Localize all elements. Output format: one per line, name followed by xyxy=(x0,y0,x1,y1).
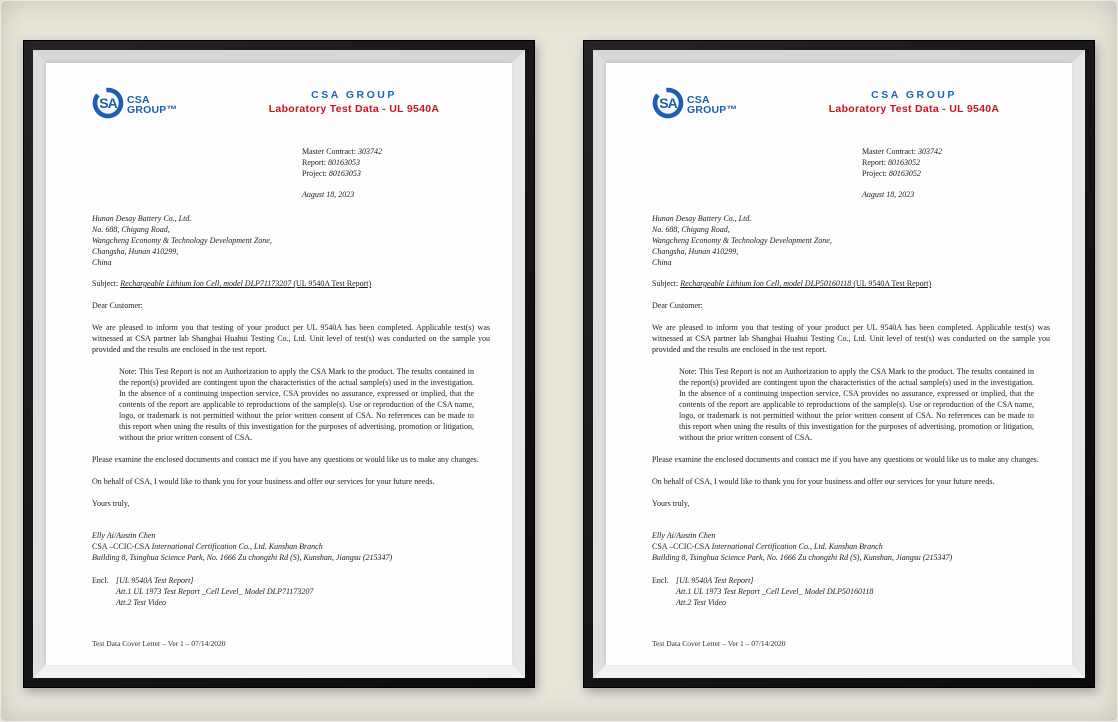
report-value: 80163052 xyxy=(888,158,920,167)
subject-label: Subject: xyxy=(92,279,119,288)
letter-header xyxy=(652,87,1050,122)
enclosure-title: [UL 9540A Test Report] xyxy=(676,576,754,585)
recipient-line: Hunan Desay Battery Co., Ltd. xyxy=(652,214,752,223)
recipient-line: China xyxy=(92,258,112,267)
project-value: 80163053 xyxy=(328,169,361,178)
recipient-address xyxy=(652,213,1050,268)
csa-logo-word-line1: CSA xyxy=(127,93,150,106)
subject-line xyxy=(92,278,490,289)
master-contract-row xyxy=(302,146,490,157)
company-name xyxy=(92,541,490,552)
report-label: Report: xyxy=(302,158,326,167)
company-name-prefix: CSA –CCIC-CSA xyxy=(652,542,712,551)
signer-name: Elly Ai/Austin Chen xyxy=(92,531,156,540)
attachment-2: Att.2 Test Video xyxy=(676,598,726,607)
signature-block xyxy=(92,530,490,563)
csa-logo-icon xyxy=(652,87,684,122)
project-value: 80163052 xyxy=(888,169,921,178)
master-contract-label: Master Contract: xyxy=(302,147,356,156)
attachment-1: Att.1 UL 1973 Test Report _Cell Level_ Model DLP50160118 xyxy=(676,587,874,596)
intro-paragraph: We are pleased to inform you that testing of your product per UL 9540A has been completed. Applicable test(s) was witnessed at CSA partner lab Shanghai Huahui Testing Co., Ltd. Unit level of test(s) was conducted on the sample you provided and the results are enclosed in the test report. xyxy=(92,323,490,354)
recipient-line: No. 688, Chigang Road, xyxy=(92,225,170,234)
letter-date: August 18, 2023 xyxy=(302,190,355,199)
letter-title-block xyxy=(778,87,1050,115)
document-footer: Test Data Cover Letter – Ver 1 – 07/14/2020 xyxy=(92,639,226,648)
note-paragraph: Note: This Test Report is not an Authorization to apply the CSA Mark to the product. The results contained in the report(s) provided are contingent upon the characteristics of the actual sample(s) used in the investigation. In the absence of a continuing inspection service, CSA provides no assurance, expressed or implied, that the contents of the report are applicable to reproductions of the sample(s). Use or reproduction of the CSA name, logo, or trademark is not permitted without the prior written consent of CSA. No references can be made to this report when using the results of this investigation for the purposes of advertising, promotion or litigation, without the prior written consent of CSA. xyxy=(119,367,474,442)
report-value: 80163053 xyxy=(328,158,360,167)
frame-mat-right xyxy=(593,50,1085,678)
contract-meta-block xyxy=(302,146,490,179)
report-row xyxy=(302,157,490,168)
recipient-line: Changsha, Hunan 410299, xyxy=(652,247,739,256)
salutation: Dear Customer: xyxy=(92,301,143,310)
letter-document-left xyxy=(46,63,512,665)
master-contract-value: 303742 xyxy=(357,147,382,156)
note-paragraph: Note: This Test Report is not an Authorization to apply the CSA Mark to the product. The results contained in the report(s) provided are contingent upon the characteristics of the actual sample(s) used in the investigation. In the absence of a continuing inspection service, CSA provides no assurance, expressed or implied, that the contents of the report are applicable to reproductions of the sample(s). Use or reproduction of the CSA name, logo, or trademark is not permitted without the prior written consent of CSA. No references can be made to this report when using the results of this investigation for the purposes of advertising, promotion or litigation, without the prior written consent of CSA. xyxy=(679,367,1034,442)
subject-text xyxy=(680,279,931,288)
letter-title-block xyxy=(218,87,490,115)
document-footer: Test Data Cover Letter – Ver 1 – 07/14/2020 xyxy=(652,639,786,648)
letter-subtitle: Laboratory Test Data - UL 9540A xyxy=(828,103,1000,115)
csa-logo-word-line1: CSA xyxy=(687,93,710,106)
letter-header xyxy=(92,87,490,122)
letter-date: August 18, 2023 xyxy=(862,190,915,199)
company-name-prefix: CSA –CCIC-CSA xyxy=(92,542,152,551)
letter-title: CSA GROUP xyxy=(871,89,957,101)
letter-subtitle: Laboratory Test Data - UL 9540A xyxy=(268,103,440,115)
svg-text:SA: SA xyxy=(99,95,117,111)
salutation: Dear Customer: xyxy=(652,301,703,310)
recipient-line: Hunan Desay Battery Co., Ltd. xyxy=(92,214,192,223)
csa-logo xyxy=(652,87,778,122)
thanks-paragraph: On behalf of CSA, I would like to thank you for your business and offer our services for your future needs. xyxy=(652,477,995,486)
company-name xyxy=(652,541,1050,552)
attachment-2: Att.2 Test Video xyxy=(116,598,166,607)
master-contract-label: Master Contract: xyxy=(862,147,916,156)
csa-logo-wordmark xyxy=(687,95,737,115)
company-address: Building 8, Tsinghua Science Park, No. 1666 Zu chongzhi Rd (S), Kunshan, Jiangsu (215347) xyxy=(92,553,393,562)
recipient-line: Changsha, Hunan 410299, xyxy=(92,247,179,256)
closing-line: Yours truly, xyxy=(652,499,690,508)
recipient-line: Wangcheng Economy & Technology Development Zone, xyxy=(652,236,832,245)
subject-text xyxy=(120,279,371,288)
thanks-paragraph: On behalf of CSA, I would like to thank you for your business and offer our services for your future needs. xyxy=(92,477,435,486)
enclosure-list xyxy=(676,575,873,608)
enclosure-label: Encl. xyxy=(92,576,109,585)
subject-suffix: (UL 9540A Test Report) xyxy=(851,279,932,288)
subject-line xyxy=(652,278,1050,289)
csa-logo-word-line2: GROUP™ xyxy=(687,103,738,116)
signer-name: Elly Ai/Austin Chen xyxy=(652,531,716,540)
csa-logo-icon xyxy=(92,87,124,122)
letter-title: CSA GROUP xyxy=(311,89,397,101)
intro-paragraph: We are pleased to inform you that testing of your product per UL 9540A has been completed. Applicable test(s) was witnessed at CSA partner lab Shanghai Huahui Testing Co., Ltd. Unit level of test(s) was conducted on the sample you provided and the results are enclosed in the test report. xyxy=(652,323,1050,354)
csa-logo-wordmark xyxy=(127,95,177,115)
csa-logo xyxy=(92,87,218,122)
csa-logo-word-line2: GROUP™ xyxy=(127,103,178,116)
master-contract-value: 303742 xyxy=(917,147,942,156)
recipient-line: No. 688, Chigang Road, xyxy=(652,225,730,234)
examine-paragraph: Please examine the enclosed documents and contact me if you have any questions or would like us to make any changes. xyxy=(652,455,1039,464)
project-row xyxy=(302,168,490,179)
enclosure-title: [UL 9540A Test Report] xyxy=(116,576,194,585)
project-label: Project: xyxy=(862,169,887,178)
examine-paragraph: Please examine the enclosed documents and contact me if you have any questions or would like us to make any changes. xyxy=(92,455,479,464)
letter-document-right xyxy=(606,63,1072,665)
attachment-1: Att.1 UL 1973 Test Report _Cell Level_ Model DLP71173207 xyxy=(116,587,314,596)
report-row xyxy=(862,157,1050,168)
enclosure-block xyxy=(652,575,1050,608)
report-label: Report: xyxy=(862,158,886,167)
subject-model: Rechargeable Lithium Ion Cell, model DLP50160118 xyxy=(680,279,852,288)
company-address: Building 8, Tsinghua Science Park, No. 1666 Zu chongzhi Rd (S), Kunshan, Jiangsu (215347) xyxy=(652,553,953,562)
company-name-rest: International Certification Co., Ltd. Kunshan Branch xyxy=(711,542,883,551)
picture-frame-right xyxy=(583,40,1095,688)
enclosure-block xyxy=(92,575,490,608)
master-contract-row xyxy=(862,146,1050,157)
closing-line: Yours truly, xyxy=(92,499,130,508)
signature-block xyxy=(652,530,1050,563)
contract-meta-block xyxy=(862,146,1050,179)
svg-text:SA: SA xyxy=(659,95,677,111)
project-row xyxy=(862,168,1050,179)
frame-mat-left xyxy=(33,50,525,678)
recipient-line: China xyxy=(652,258,672,267)
project-label: Project: xyxy=(302,169,327,178)
enclosure-list xyxy=(116,575,313,608)
company-name-rest: International Certification Co., Ltd. Kunshan Branch xyxy=(151,542,323,551)
picture-frame-left xyxy=(23,40,535,688)
subject-label: Subject: xyxy=(652,279,679,288)
enclosure-label: Encl. xyxy=(652,576,669,585)
subject-suffix: (UL 9540A Test Report) xyxy=(291,279,372,288)
recipient-line: Wangcheng Economy & Technology Development Zone, xyxy=(92,236,272,245)
subject-model: Rechargeable Lithium Ion Cell, model DLP71173207 xyxy=(120,279,292,288)
recipient-address xyxy=(92,213,490,268)
